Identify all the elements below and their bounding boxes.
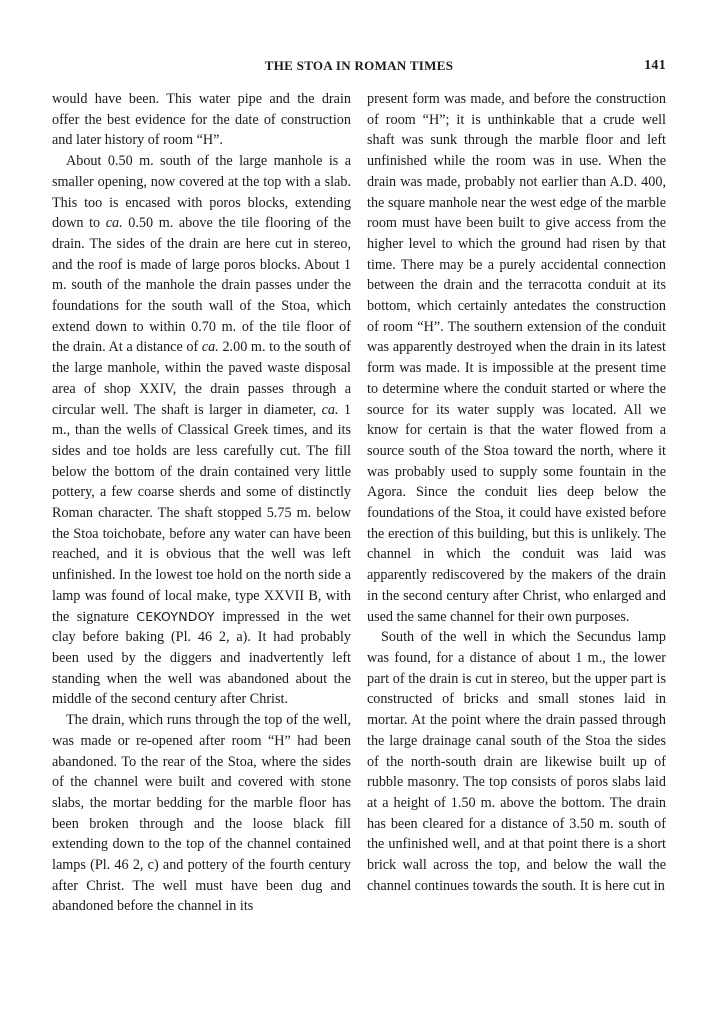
paragraph <box>52 151 351 710</box>
lamp-signature: CEKOYNDOY <box>136 608 215 624</box>
italic-ca: ca. <box>105 215 123 232</box>
paragraph: South of the well in which the Secundus lamp was found, for a distance of about 1 m., the lower part of the drain is cut in stereo, but the upper part is constructed of bricks and small stones laid in mortar. At the point where the drain passed through the large drainage canal south of the Stoa the sides of the north-south drain are likewise built up of rubble masonry. The top consists of poros slabs laid at a height of 1.50 m. above the bottom. The drain has been cleared for a distance of 3.50 m. south of the unfinished well, and at that point there is a short brick wall across the top, and below the wall the channel continues towards the south. It is here cut in <box>367 629 666 894</box>
italic-ca: ca. <box>201 339 219 356</box>
left-column <box>52 89 351 917</box>
text-run: About 0.50 m. south of the large manhole is a smaller opening, now covered at the top with a slab. This too is encased with poros blocks, extending down to <box>52 153 351 232</box>
text-run: impressed in the wet clay before baking (Pl. 46 2, a). It had probably been used by the diggers and inadvertently left standing when the well was abandoned about the middle of the second century after Christ. <box>52 608 351 708</box>
paragraph: present form was made, and before the construction of room “H”; it is unthinkable that a crude well shaft was sunk through the marble floor and left unfinished while the room was in use. When the drain was made, probably not earlier than A.D. 400, the square manhole near the west edge of the marble room must have been built to give access from the higher level to which the ground had risen by that time. There may be a purely accidental connection between the drain and the terracotta conduit at its bottom, which certainly antedates the construction of room “H”. The southern extension of the conduit was apparently destroyed when the drain in its latest form was made. It is impossible at the present time to determine where the conduit started or where the source for its water supply was located. All we know for certain is that the water flowed from a source south of the Stoa toward the north, where it was probably used to supply some fountain in the Agora. Since the conduit lies deep below the foundations of the Stoa, it could have existed before the erection of this building, but this is unlikely. The channel in which the conduit was laid was apparently rediscovered by the makers of the drain in the second century after Christ, who enlarged and used the same channel for their own purposes. <box>367 91 666 625</box>
text-run: 2.00 m. to the south of the large manhole, within the paved waste disposal area of shop XXIV, the drain passes through a circular well. The shaft is larger in diameter, <box>52 339 351 418</box>
text-run: 0.50 m. above the tile flooring of the drain. The sides of the drain are here cut in stereo, and the roof is made of large poros blocks. About 1 m. south of the manhole the drain passes under the foundations for the south wall of the Stoa, which extend down to within 0.70 m. of the tile floor of the drain. At a distance of <box>52 215 352 356</box>
paragraph: would have been. This water pipe and the drain offer the best evidence for the date of construction and later history of room “H”. <box>52 91 351 149</box>
page-number: 141 <box>644 58 666 73</box>
running-head <box>52 58 666 78</box>
paragraph: The drain, which runs through the top of the well, was made or re-opened after room “H” had been abandoned. To the rear of the Stoa, where the sides of the channel were built and covered with stone slabs, the mortar bedding for the marble floor has been broken through and the loose black fill extending down to the top of the channel contained lamps (Pl. 46 2, c) and pottery of the fourth century after Christ. The well must have been dug and abandoned before the channel in its <box>52 712 351 915</box>
running-head-title: THE STOA IN ROMAN TIMES <box>264 58 454 73</box>
right-column <box>367 89 666 896</box>
italic-ca: ca. <box>321 401 339 418</box>
text-run: 1 m., than the wells of Classical Greek times, and its sides and toe holds are less carefully cut. The fill below the bottom of the drain contained very little pottery, a few coarse sherds and some of distinctly Roman character. The shaft stopped 5.75 m. below the Stoa toichobate, before any water can have been reached, and it is obvious that the well was left unfinished. In the lowest toe hold on the north side a lamp was found of local make, type XXVII B, with the signature <box>52 401 351 625</box>
